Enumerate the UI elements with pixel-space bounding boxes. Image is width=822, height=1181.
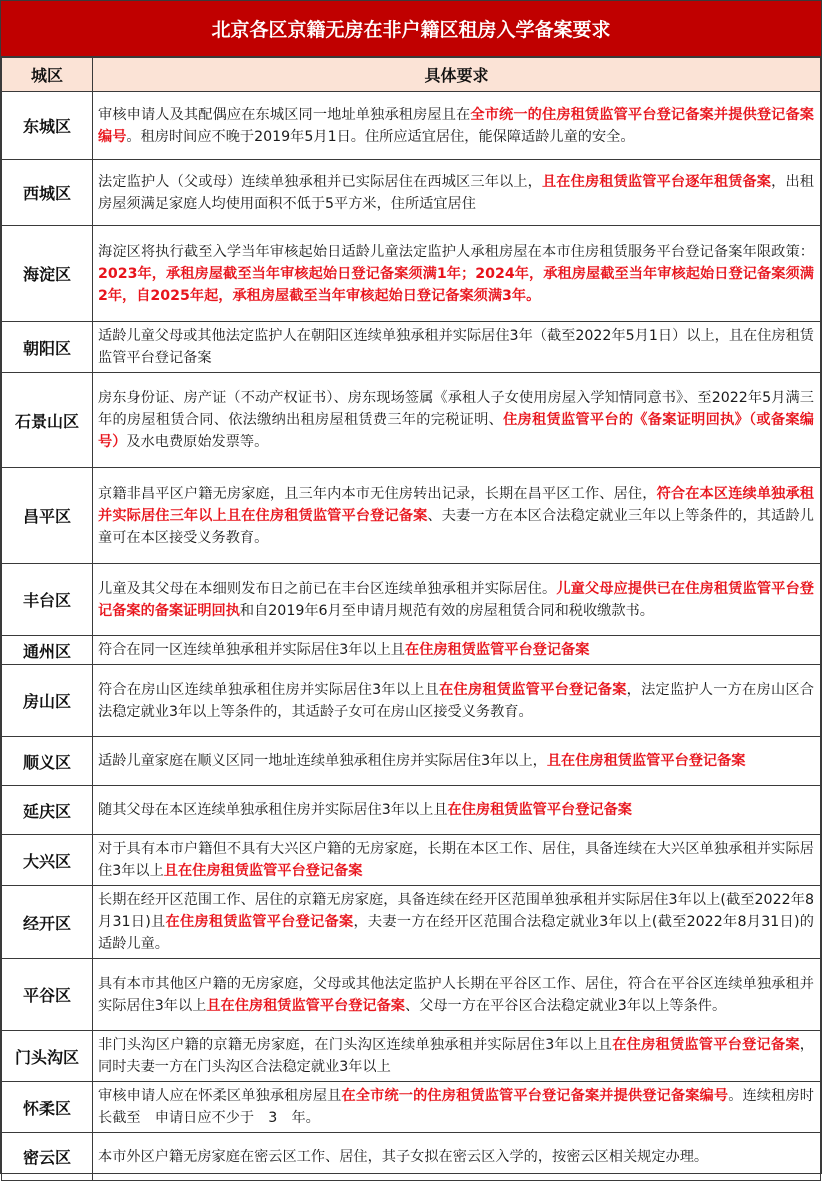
highlighted-requirement: 2023年，承租房屋截至当年审核起始日登记备案须满1年；2024年，承租房屋截至当年审核起始日登记备案须满2年，自2025年起，承租房屋截至当年审核起始日登记备案须满3年。 [98,265,814,304]
highlighted-requirement: 且在住房租赁监管平台登记备案 [206,997,405,1014]
requirement-text [93,1133,821,1181]
requirement-segment: 及水电费原始发票等。 [126,434,269,450]
highlighted-requirement: 且在住房租赁监管平台逐年租赁备案 [541,173,772,190]
table-row [2,886,821,959]
table-row [2,160,821,226]
requirement-segment: ，出租房屋须满足家庭人均使用面积不低于5平方米，住所适宜居住 [98,173,814,212]
requirement-text [93,886,821,959]
highlighted-requirement: 在住房租赁监管平台登记备案 [447,802,632,818]
highlighted-requirement: 在住房租赁监管平台登记备案 [439,681,627,698]
requirement-text [93,636,821,665]
requirement-segment: 非门头沟区户籍的京籍无房家庭，在门头沟区连续单独承租并实际居住3年以上且 [98,1037,613,1053]
requirement-text [93,737,821,786]
table-row [2,322,821,373]
requirement-segment: 、夫妻一方在本区合法稳定就业三年以上等条件的，其适龄儿童可在本区接受义务教育。 [98,507,814,546]
district-name: 通州区 [2,636,93,665]
requirement-text [93,322,821,373]
requirement-segment: 儿童及其父母在本细则发布日之前已在丰台区连续单独承租并实际居住。 [98,580,557,597]
highlighted-requirement: 在全市统一的住房租赁监管平台登记备案并提供登记备案编号 [341,1088,729,1104]
requirement-segment: 审核申请人及其配偶应在东城区同一地址单独承租房屋且在 [98,106,471,123]
highlighted-requirement: 符合在本区连续单独承租并实际居住三年以上且在住房租赁监管平台登记备案 [98,485,814,524]
requirement-text [93,226,821,322]
requirement-segment: 具有本市其他区户籍的无房家庭，父母或其他法定监护人长期在平谷区工作、居住，符合在平谷区连续单独承租并实际居住3年以上 [98,975,814,1014]
requirement-segment: ，夫妻一方在经开区范围合法稳定就业3年以上(截至2022年8月31日)的适龄儿童。 [98,914,814,952]
header-requirement: 具体要求 [93,58,821,92]
requirement-text [93,564,821,636]
district-name: 东城区 [2,92,93,160]
district-name: 西城区 [2,160,93,226]
requirement-segment: 随其父母在本区连续单独承租住房并实际居住3年以上且 [98,802,448,818]
table-row [2,835,821,886]
table-row [2,468,821,564]
table-row [2,1031,821,1082]
requirement-text [93,665,821,737]
document-title: 北京各区京籍无房在非户籍区租房入学备案要求 [1,1,821,57]
requirement-segment: 。连续租房时长截至 申请日应不少于 3 年。 [98,1088,814,1126]
district-name: 朝阳区 [2,322,93,373]
highlighted-requirement: 在住房租赁监管平台登记备案 [404,642,590,658]
table-row [2,564,821,636]
requirement-segment: 房东身份证、房产证（不动产权证书）、房东现场签属《承租人子女使用房屋入学知情同意书》、至2022年5月满三年的房屋租赁合同、依法缴纳出租房屋租赁费三年的完税证明、 [98,390,814,428]
requirements-table [1,57,821,1181]
district-name: 怀柔区 [2,1082,93,1133]
table-row [2,737,821,786]
requirement-text [93,786,821,835]
requirement-segment: 长期在经开区范围工作、居住的京籍无房家庭，具备连续在经开区范围单独承租并实际居住3年以上(截至2022年8月31日)且 [98,892,814,930]
highlighted-requirement: 全市统一的住房租赁监管平台登记备案并提供登记备案编号 [98,106,814,145]
highlighted-requirement: 在住房租赁监管平台登记备案 [612,1037,800,1053]
requirement-segment: 对于具有本市户籍但不具有大兴区户籍的无房家庭，长期在本区工作、居住，具备连续在大兴区单独承租并实际居住3年以上 [98,841,814,879]
requirement-text [93,1082,821,1133]
district-name: 经开区 [2,886,93,959]
district-name: 延庆区 [2,786,93,835]
district-name: 顺义区 [2,737,93,786]
district-name: 密云区 [2,1133,93,1181]
table-row [2,1133,821,1181]
highlighted-requirement: 且在住房租赁监管平台登记备案 [163,863,363,879]
requirement-segment: 京籍非昌平区户籍无房家庭，且三年内本市无住房转出记录，长期在昌平区工作、居住， [98,485,657,502]
requirement-text [93,92,821,160]
requirement-text [93,160,821,226]
table-header-row [2,58,821,92]
requirement-segment: ，同时夫妻一方在门头沟区合法稳定就业3年以上 [98,1037,814,1075]
requirement-segment: 和自2019年6月至申请月规范有效的房屋租赁合同和税收缴款书。 [239,602,654,619]
district-name: 大兴区 [2,835,93,886]
requirement-segment: 。租房时间应不晚于2019年5月1日。住所应适宜居住，能保障适龄儿童的安全。 [126,128,635,145]
table-row [2,959,821,1031]
highlighted-requirement: 住房租赁监管平台的《备案证明回执》（或备案编号） [98,412,814,450]
table-row [2,226,821,322]
district-name: 丰台区 [2,564,93,636]
requirement-segment: 适龄儿童家庭在顺义区同一地址连续单独承租住房并实际居住3年以上， [98,753,547,769]
requirement-segment: 、父母一方在平谷区合法稳定就业3年以上等条件。 [404,997,727,1014]
district-name: 平谷区 [2,959,93,1031]
requirement-segment: 审核申请人应在怀柔区单独承租房屋且 [98,1088,342,1104]
requirement-text [93,1031,821,1082]
requirement-text [93,959,821,1031]
requirement-text [93,835,821,886]
table-row [2,665,821,737]
header-district: 城区 [2,58,93,92]
requirement-text [93,373,821,468]
highlighted-requirement: 且在住房租赁监管平台登记备案 [546,753,746,769]
requirement-segment: 符合在房山区连续单独承租住房并实际居住3年以上且 [98,681,440,698]
requirement-segment: 符合在同一区连续单独承租并实际居住3年以上且 [98,642,405,658]
district-name: 海淀区 [2,226,93,322]
table-row [2,1082,821,1133]
requirement-segment: ，法定监护人一方在房山区合法稳定就业3年以上等条件的，其适龄子女可在房山区接受义务教育。 [98,681,814,720]
district-name: 石景山区 [2,373,93,468]
district-name: 昌平区 [2,468,93,564]
table-row [2,786,821,835]
highlighted-requirement: 儿童父母应提供已在住房租赁监管平台登记备案的备案证明回执 [98,580,814,619]
district-name: 门头沟区 [2,1031,93,1082]
requirement-text [93,468,821,564]
table-row [2,636,821,665]
requirement-segment: 本市外区户籍无房家庭在密云区工作、居住，其子女拟在密云区入学的，按密云区相关规定办理。 [98,1148,709,1165]
table-row [2,92,821,160]
requirement-segment: 法定监护人（父或母）连续单独承租并已实际居住在西城区三年以上， [98,173,542,190]
table-row [2,373,821,468]
district-name: 房山区 [2,665,93,737]
highlighted-requirement: 在住房租赁监管平台登记备案 [165,914,354,930]
requirement-segment: 适龄儿童父母或其他法定监护人在朝阳区连续单独承租并实际居住3年（截至2022年5月1日）以上，且在住房租赁监管平台登记备案 [98,328,814,366]
requirement-segment: 海淀区将执行截至入学当年审核起始日适龄儿童法定监护人承租房屋在本市住房租赁服务平台登记备案年限政策： [98,243,814,260]
